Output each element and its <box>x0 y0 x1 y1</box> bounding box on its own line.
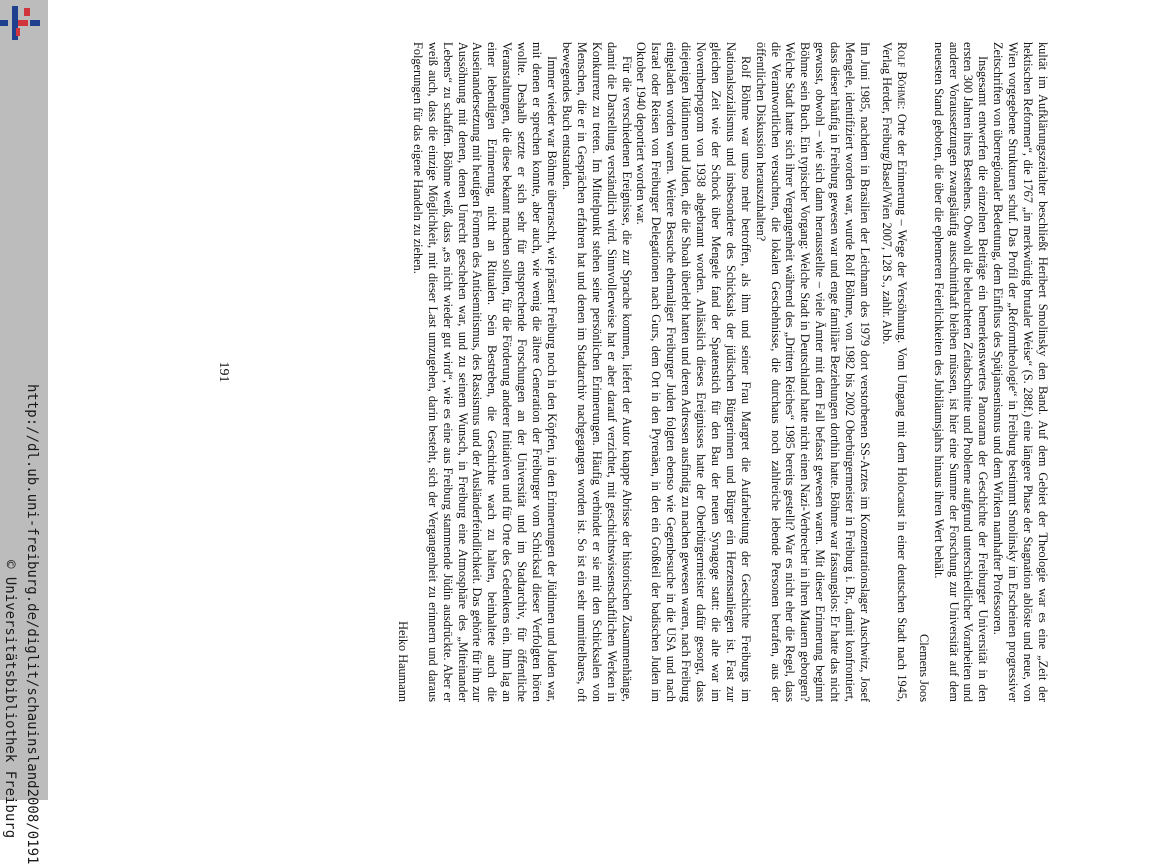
paragraph: Im Juni 1985, nachdem in Brasilien der Leichnam des 1979 dort verstorbenen SS-Arztes im Konzentrationslager Auschwitz, Josef Mengele, identifiziert worden war, wurde Rolf Böhme, von 1982 bis 2002 Oberbürgermeister in Freiburg i. Br., damit konfrontiert, dass dieser häufig in Freiburg gewesen war und enge familiäre Beziehungen dorthin hatte. Böhme war fassungslos: Er hatte das nicht gewusst, obwohl – wie sich dann herausstellte – viele Ämter mit dem Fall befasst gewesen waren. Mit dieser Erinnerung beginnt Böhme sein Buch. Ein typischer Vorgang: Welche Stadt in Deutschland hatte nicht einen Nazi-Verbrecher in ihren Mauern geborgen? Welche Stadt hatte sich ihrer Vergangenheit während des „Dritten Reiches“ 1985 bereits gestellt? War es nicht eher die Regel, dass die Verantwortlichen versuchten, die lokalen Geschehnisse, die durchaus noch zahlreiche lebende Personen betrafen, aus der öffentlichen Diskussion herauszuhalten? <box>753 42 873 702</box>
page-edge <box>1166 0 1176 800</box>
paragraph: Insgesamt entwerfen die einzelnen Beiträge ein bemerkenswertes Panorama der Geschichte der Freiburger Universität in den ersten 300 Jahren ihres Bestehens. Obwohl die beleuchteten Zeitabschnitte und Probleme aufgrund unterschiedlicher Vorarbeiten und anderer Voraussetzungen zwangsläufig ausschnitthaft bleiben müssen, ist hier eine Summe der Forschung zur Universität auf dem neuesten Stand geboten, die über die ephemeren Feierlichkeiten des Jubiläumsjahrs hinaus ihren Wert behält. <box>931 42 991 702</box>
review-heading <box>879 42 909 702</box>
paragraph: Für die verschiedenen Ereignisse, die zur Sprache kommen, liefert der Autor knappe Abrisse der historischen Zusammenhänge, damit die Darstellung verständlich wird. Sinnvollerweise hat er aber darauf verzichtet, mit geschichtswissenschaftlichen Werken in Konkurrenz zu treten. Im Mittelpunkt stehen seine persönlichen Erinnerungen. Häufig verbindet er sie mit den Schicksalen von Menschen, die er in Gesprächen erfahren hat und denen im Stadtarchiv nachgegangen worden ist. So ist ein sehr unmittelbares, oft bewegendes Buch entstanden. <box>559 42 634 702</box>
copyright-notice: © Universitätsbibliothek Freiburg <box>2 560 18 839</box>
review-signature: Clemens Joos <box>916 634 931 702</box>
review-author: Rolf Böhme: <box>894 42 909 110</box>
paragraph: kultät im Aufklärungszeitalter beschließt Heribert Smolinsky den Band. Auf dem Gebiet der Theologie war es eine „Zeit der hektischen Reformen“, die 1767 „in merkwürdig brutaler Weise“ (S. 288f.) eine längere Phase der Stagnation ablöste und neue, von Wien vorgegebene Strukturen schuf. Das Profil der „Reformtheologie“ in Freiburg bestimmt Smolinsky im Erscheinen progressiver Zeitschriften von überregionaler Bedeutung, dem Einfluss des Spätjansenismus und dem Wirken namhafter Professoren. <box>991 42 1050 702</box>
review-title: Orte der Erinnerung – Wege der Versöhnung. Vom Umgang mit dem Holocaust in einer deutschen Stadt nach 1945, Verlag Herder, Freiburg/Basel/Wien 2007, 128 S., zahlr. Abb. <box>879 42 909 702</box>
document-url[interactable]: http://dl.ub.uni-freiburg.de/diglit/schauinsland2008/0191 <box>24 384 40 864</box>
viewer-sidebar <box>0 0 48 864</box>
university-logo <box>0 0 48 48</box>
document-page <box>190 42 1050 702</box>
paragraph: Rolf Böhme war umso mehr betroffen, als ihm und seiner Frau Margret die Aufarbeitung der Geschichte Freiburgs im Nationalsozialismus und insbesondere des Schicksals der jüdischen Bürgerinnen und Bürger ein Herzensanliegen ist. Fast zur gleichen Zeit wie der Schock über Mengele fand der Spatenstich für den Bau der neuen Synagoge statt: die alte war im Novemberpogrom von 1938 abgebrannt worden. Anlässlich dieses Ereignisses hatte der Oberbürgermeister dafür gesorgt, dass diejenigen Jüdinnen und Juden, die die Shoah überlebt hatten und deren Adressen ausfindig zu machen gewesen waren, nach Freiburg eingeladen worden waren. Weitere Besuche ehemaliger Freiburger Juden folgten ebenso wie Gegenbesuche in die USA und nach Israel oder Reisen von Freiburger Delegationen nach Gurs, dem Ort in den Pyrenäen, in den ein Großteil der badischen Juden im Oktober 1940 deportiert worden war. <box>634 42 753 702</box>
review-signature: Heiko Haumann <box>395 621 410 702</box>
page-number: 191 <box>216 361 231 383</box>
paragraph: Immer wieder war Böhme überrascht, wie präsent Freiburg noch in den Köpfen, in den Erinnerungen der Jüdinnen und Juden war, mit denen er sprechen konnte, aber auch, wie wenig die ältere Generation der Freiburger vom Schicksal dieser Verfolgten hören wollte. Deshalb setzte er sich sehr für entsprechende Forschungen an der Universität und im Stadtarchiv, für öffentliche Veranstaltungen, die diese bekannt machen sollten, für die Förderung anderer Initiativen und für Orte des Gedenkens ein. Ihm lag an einer lebendigen Erinnerung, nicht an Ritualen. Sein Bestreben, die Geschichte wach zu halten, beinhaltete auch die Auseinandersetzung mit heutigen Formen des Antisemitismus, des Rassismus und der Ausländerfeindlichkeit. Das gehörte für ihn zur Aussöhnung mit denen, denen Unrecht geschehen war, und zu seinem Wunsch, in Freiburg eine Atmosphäre des „Miteinander Lebens“ zu schaffen. Böhme weiß, dass „es nicht wieder gut wird“, wie es eine aus Freiburg stammende Jüdin ausdrückte. Aber er weiß auch, dass die einzige Möglichkeit, mit dieser Last umzugehen, darin besteht, sich der Vergangenheit zu erinnern und daraus Folgerungen für das eigene Handeln zu ziehen. <box>410 42 559 702</box>
